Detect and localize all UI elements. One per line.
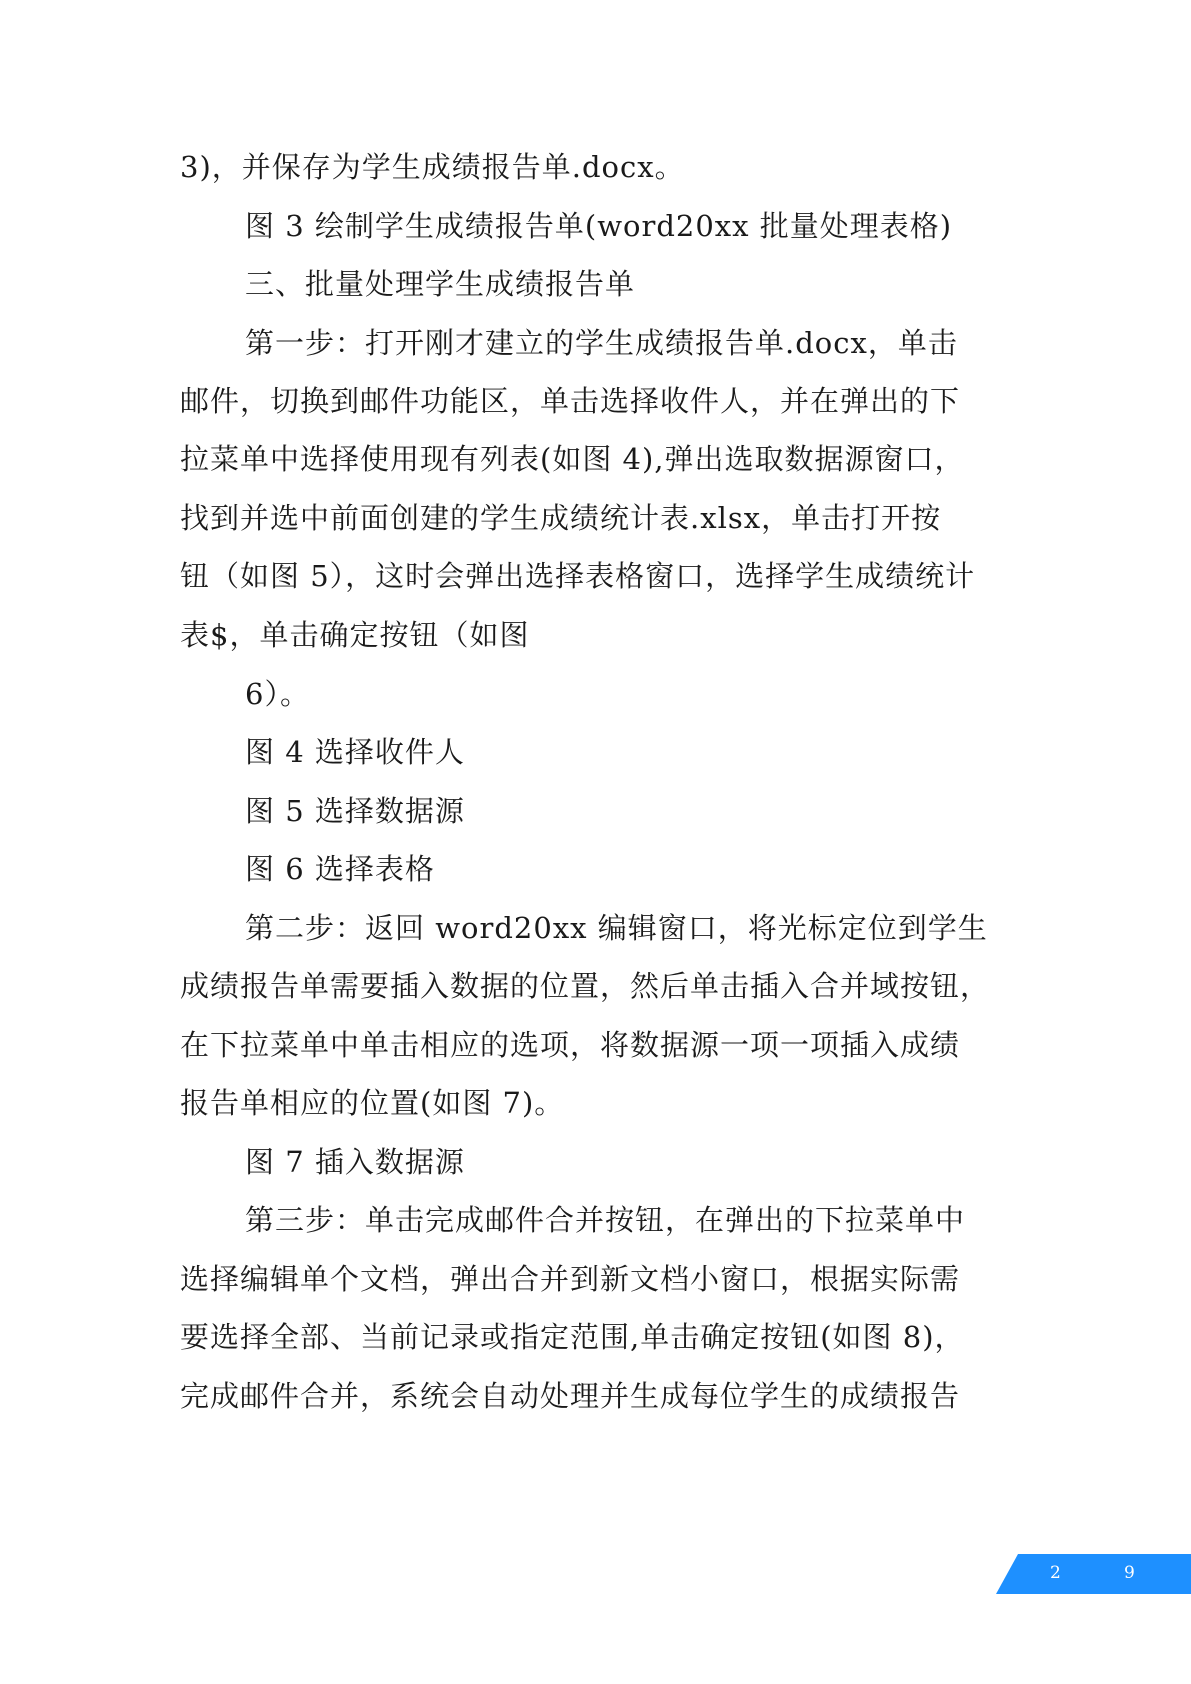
paragraph-line: 第三步：单击完成邮件合并按钮，在弹出的下拉菜单中 [245, 1203, 966, 1237]
paragraph-line: 3)，并保存为学生成绩报告单.docx。 [180, 150, 685, 184]
paragraph-line: 6）。 [245, 677, 310, 711]
paragraph-line: 钮（如图 5），这时会弹出选择表格窗口，选择学生成绩统计 [180, 559, 976, 593]
paragraph-line: 报告单相应的位置(如图 7)。 [180, 1086, 565, 1120]
paragraph-line: 成绩报告单需要插入数据的位置，然后单击插入合并域按钮， [180, 969, 991, 1003]
figure-caption: 图 7 插入数据源 [245, 1145, 465, 1179]
paragraph-line: 在下拉菜单中单击相应的选项，将数据源一项一项插入成绩 [180, 1028, 961, 1062]
paragraph-line: 邮件，切换到邮件功能区，单击选择收件人，并在弹出的下 [180, 384, 961, 418]
paragraph-line: 第二步：返回 word20xx 编辑窗口，将光标定位到学生 [245, 911, 988, 945]
paragraph-line: 选择编辑单个文档，弹出合并到新文档小窗口，根据实际需 [180, 1262, 961, 1296]
paragraph-line: 拉菜单中选择使用现有列表(如图 4),弹出选取数据源窗口， [180, 442, 965, 476]
figure-caption: 图 3 绘制学生成绩报告单(word20xx 批量处理表格) [245, 209, 953, 243]
paragraph-line: 要选择全部、当前记录或指定范围,单击确定按钮(如图 8)， [180, 1320, 965, 1354]
page-number-tab [996, 1554, 1191, 1594]
figure-caption: 图 5 选择数据源 [245, 794, 465, 828]
page-number-digit: 9 [1124, 1563, 1135, 1583]
section-heading: 三、批量处理学生成绩报告单 [245, 267, 636, 301]
figure-caption: 图 6 选择表格 [245, 852, 435, 886]
paragraph-line: 表$，单击确定按钮（如图 [180, 618, 530, 652]
paragraph-line: 第一步：打开刚才建立的学生成绩报告单.docx，单击 [245, 326, 958, 360]
paragraph-line: 找到并选中前面创建的学生成绩统计表.xlsx，单击打开按 [180, 501, 942, 535]
paragraph-line: 完成邮件合并，系统会自动处理并生成每位学生的成绩报告 [180, 1379, 961, 1413]
page-number-digit: 2 [1050, 1563, 1061, 1583]
figure-caption: 图 4 选择收件人 [245, 735, 465, 769]
